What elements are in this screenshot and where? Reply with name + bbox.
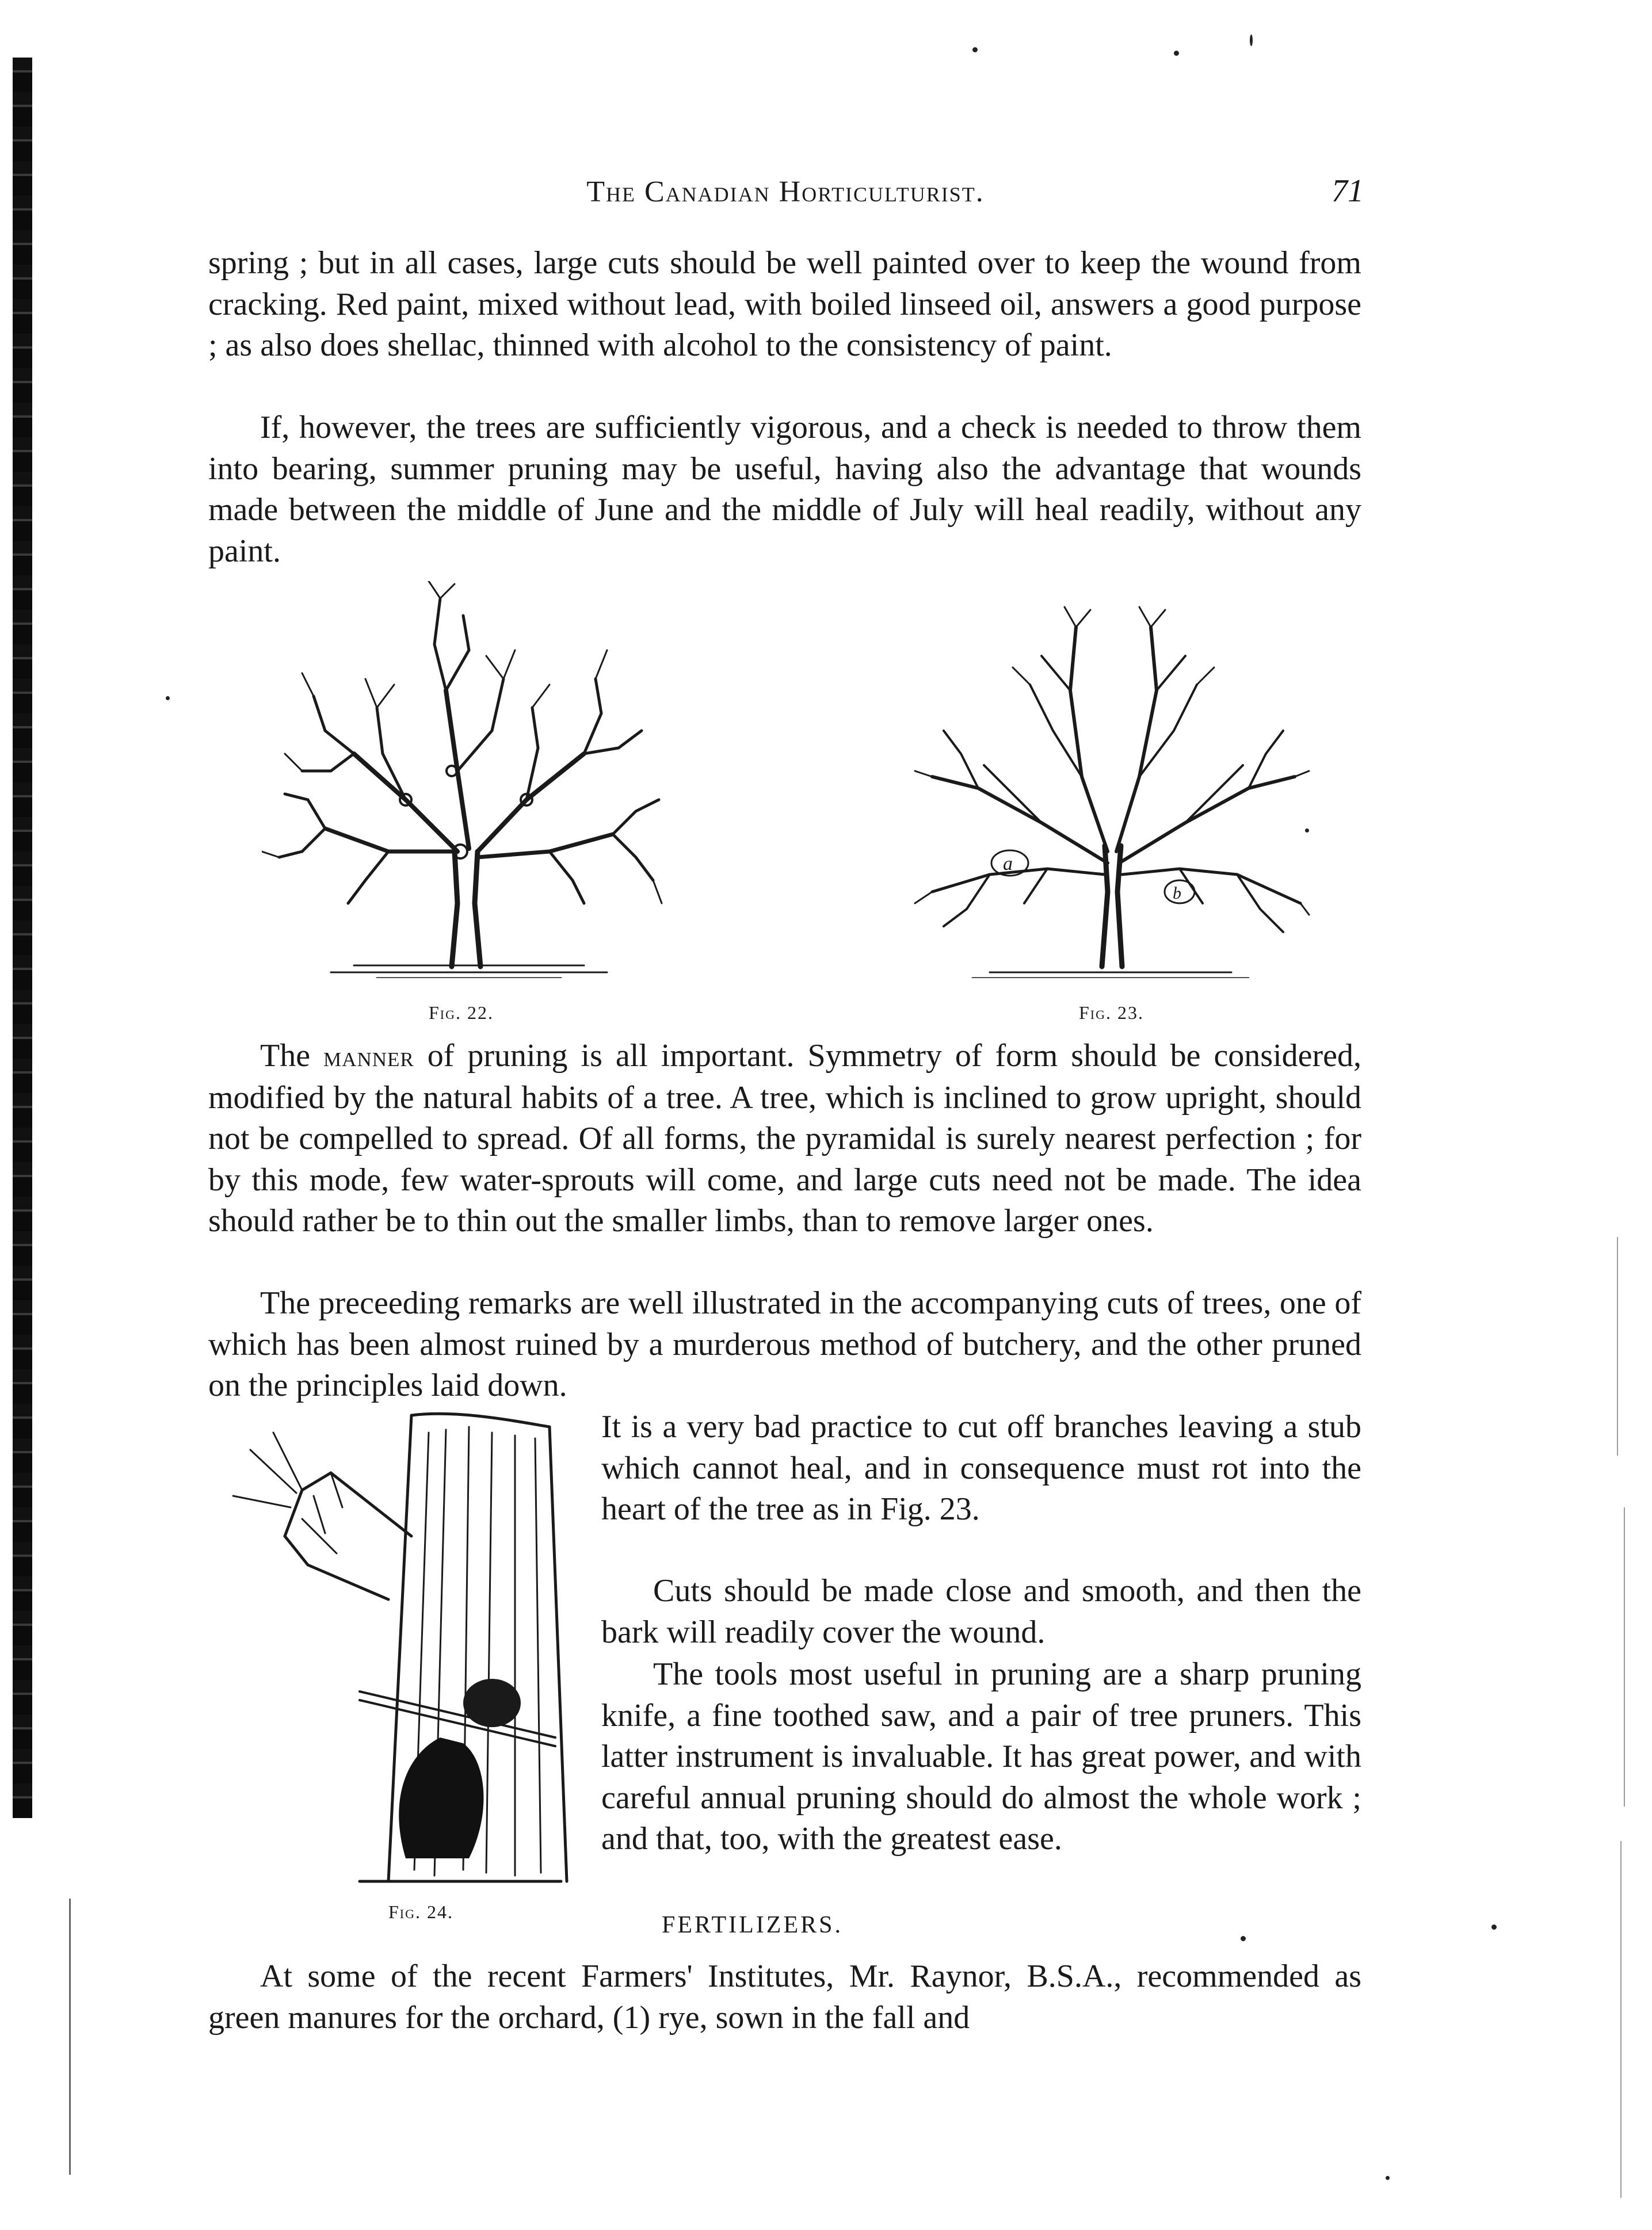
tree-illustration-icon (262, 581, 665, 978)
paragraph-1: spring ; but in all cases, large cuts should be well painted over to keep the wound from cracking. Red paint, mixed without lead, with boiled linseed oil, answers a good purpose ; as also does shellac, thinned with alcohol to the consistency of paint. (208, 245, 1361, 363)
scan-speck (166, 696, 170, 700)
figure-23-label-b: b (1173, 884, 1181, 903)
paragraph-7: The tools most useful in pruning are a sharp pruning knife, a fine toothed saw, and a pair of tree pruners. This latter instrument is invaluable. It has great power, and with careful annual pruning should do almost the whole work ; and that, too, with the greatest ease. (601, 1656, 1361, 1857)
section-heading-fertilizers: FERTILIZERS. (662, 1912, 843, 1938)
figure-23-label-a: a (1003, 853, 1013, 875)
paragraph-8: At some of the recent Farmers' Institutes, Mr. Raynor, B.S.A., recommended as green manures for the orchard, (1) rye, sown in the fall and (208, 1958, 1361, 2036)
scan-noise (1617, 1237, 1618, 1456)
paragraph-6: Cuts should be made close and smooth, and then the bark will readily cover the wound. (601, 1573, 1361, 1650)
scan-speck (1174, 51, 1179, 56)
figure-24 (216, 1410, 573, 1893)
binding-edge-shadow (13, 58, 32, 1818)
figure-23 (909, 604, 1312, 978)
paragraph-2: If, however, the trees are sufficiently vigorous, and a check is needed to throw them into bearing, summer pruning may be useful, having also the advantage that wounds made between the middle of June and the middle of July will heal readily, without any paint. (208, 410, 1361, 569)
binding-edge-line (69, 1899, 71, 2175)
tree-illustration-icon (909, 604, 1312, 978)
figure-22 (262, 581, 665, 978)
scan-noise (1624, 1507, 1625, 1807)
paragraph-3-lead: The (260, 1038, 311, 1074)
paragraph-5: It is a very bad practice to cut off branches leaving a stub which cannot heal, and in consequence must rot into the heart of the tree as in Fig. 23. (601, 1409, 1361, 1527)
paragraph-3 (208, 1036, 1361, 1242)
figure-23-caption: Fig. 23. (1079, 1002, 1144, 1023)
figure-24-caption: Fig. 24. (388, 1901, 454, 1922)
figure-22-caption: Fig. 22. (429, 1002, 494, 1023)
paragraph-3-smallcaps: manner (323, 1040, 414, 1072)
scan-noise (1620, 1841, 1622, 2198)
page-number: 71 (1331, 173, 1364, 209)
scan-speck (1491, 1924, 1497, 1930)
running-title: The Canadian Horticulturist. (586, 175, 985, 208)
running-head (207, 173, 1364, 219)
paragraph-3-rest: of pruning is all important. Symmetry of form should be considered, modified by the natural habits of a tree. A tree, which is inclined to grow upright, should not be compelled to spread. Of all forms, the pyramidal is surely nearest perfection ; for by this mode, few water-sprouts will come, and large cuts need not be made. The idea should rather be to thin out the smaller limbs, than to remove larger ones. (208, 1038, 1362, 1239)
paragraph-4: The preceeding remarks are well illustrated in the accompanying cuts of trees, one of which has been almost ruined by a murderous method of butchery, and the other pruned on the principles laid down. (208, 1285, 1361, 1403)
scan-speck (1241, 1936, 1246, 1941)
trunk-stub-illustration-icon (216, 1410, 573, 1893)
scan-speck (1250, 35, 1253, 46)
scan-speck (972, 47, 978, 52)
scan-speck (1386, 2176, 1390, 2180)
